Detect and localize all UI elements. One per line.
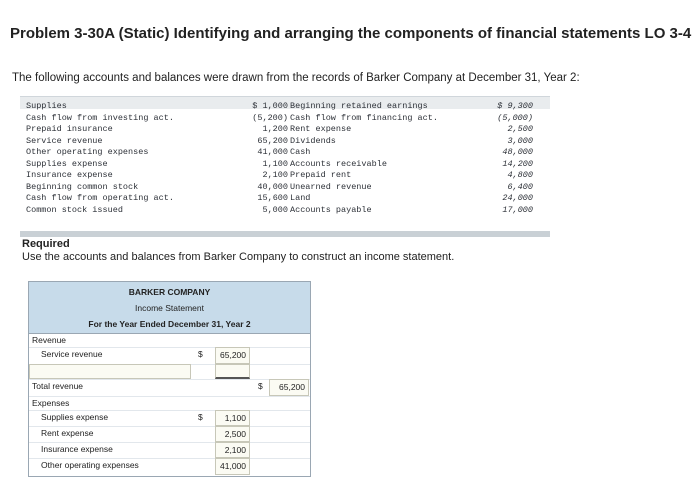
account-name: Prepaid rent <box>290 170 352 180</box>
account-value: 2,100 <box>262 170 288 180</box>
revenue-heading-row <box>29 333 310 348</box>
account-name: Cash <box>290 147 311 157</box>
required-text: Use the accounts and balances from Barker Company to construct an income statement. <box>22 251 455 263</box>
account-name: Insurance expense <box>26 170 113 180</box>
problem-title: Problem 3-30A (Static) Identifying and arranging the components of financial statements LO 3-4 <box>10 25 692 42</box>
account-value: 1,100 <box>262 158 288 169</box>
accounts-right-names <box>290 101 438 216</box>
account-value: 48,000 <box>502 147 533 157</box>
total-revenue-value: 65,200 <box>279 382 305 392</box>
service-revenue-row <box>29 347 310 365</box>
statement-period: For the Year Ended December 31, Year 2 <box>88 319 251 329</box>
account-name: Cash flow from financing act. <box>290 112 438 123</box>
rent-expense-value: 2,500 <box>224 429 246 439</box>
expenses-label: Expenses <box>32 398 70 408</box>
other-operating-value: 41,000 <box>220 461 246 471</box>
account-name: Cash flow from investing act. <box>26 112 174 123</box>
account-value: 2,500 <box>507 124 533 134</box>
insurance-expense-input[interactable] <box>215 442 250 458</box>
supplies-expense-label: Supplies expense <box>41 412 109 422</box>
account-name: Service revenue <box>26 135 103 146</box>
total-revenue-input[interactable] <box>269 379 309 396</box>
other-operating-row <box>29 458 310 475</box>
account-name: Unearned revenue <box>290 181 372 192</box>
account-name: Common stock issued <box>26 204 123 215</box>
account-value: 41,000 <box>257 147 288 157</box>
account-value: 40,000 <box>257 181 288 192</box>
account-name: Rent expense <box>290 124 352 134</box>
service-revenue-dollar: $ <box>198 349 203 359</box>
service-revenue-label: Service revenue <box>41 349 103 359</box>
rent-expense-label: Rent expense <box>41 428 94 438</box>
service-revenue-input[interactable] <box>215 347 250 364</box>
insurance-expense-label: Insurance expense <box>41 444 113 454</box>
account-value: $ 9,300 <box>497 101 533 111</box>
supplies-expense-row <box>29 410 310 427</box>
supplies-expense-input[interactable] <box>215 410 250 426</box>
insurance-expense-row <box>29 442 310 459</box>
expenses-heading-row <box>29 396 310 411</box>
blank-label-input[interactable] <box>29 364 191 379</box>
account-value: 15,600 <box>257 193 288 203</box>
company-name: BARKER COMPANY <box>128 287 211 297</box>
account-value: 4,800 <box>507 170 533 180</box>
other-operating-input[interactable] <box>215 458 250 475</box>
account-name: Supplies <box>26 101 67 111</box>
revenue-label: Revenue <box>32 335 67 345</box>
account-name: Supplies expense <box>26 158 108 169</box>
account-value: 17,000 <box>502 204 533 215</box>
account-value: 65,200 <box>257 135 288 146</box>
insurance-expense-value: 2,100 <box>224 445 246 455</box>
account-value: 3,000 <box>507 135 533 146</box>
account-value: (5,000) <box>497 112 533 123</box>
accounts-table <box>20 96 550 237</box>
account-value: 14,200 <box>502 158 533 169</box>
account-name: Dividends <box>290 135 336 146</box>
account-value: 6,400 <box>507 181 533 192</box>
required-section <box>22 238 454 263</box>
total-revenue-dollar: $ <box>258 381 263 391</box>
rent-expense-input[interactable] <box>215 426 250 442</box>
accounts-left-values <box>228 101 288 216</box>
account-value: 1,200 <box>262 124 288 134</box>
account-value: (5,200) <box>252 112 288 123</box>
account-name: Accounts receivable <box>290 158 387 169</box>
supplies-expense-value: 1,100 <box>224 413 246 423</box>
service-revenue-value: 65,200 <box>220 350 246 360</box>
account-value: 24,000 <box>502 193 533 203</box>
account-name: Prepaid insurance <box>26 124 113 134</box>
supplies-expense-dollar: $ <box>198 412 203 422</box>
accounts-left-names <box>26 101 174 216</box>
other-operating-label: Other operating expenses <box>41 460 139 470</box>
account-name: Cash flow from operating act. <box>26 193 174 203</box>
account-value: $ 1,000 <box>252 101 288 111</box>
account-name: Accounts payable <box>290 204 372 215</box>
account-name: Beginning retained earnings <box>290 101 428 111</box>
blank-amount-input[interactable] <box>215 364 250 379</box>
account-name: Beginning common stock <box>26 181 139 192</box>
accounts-right-values <box>475 101 533 216</box>
rent-expense-row <box>29 426 310 443</box>
account-name: Other operating expenses <box>26 147 149 157</box>
total-revenue-row <box>29 379 310 397</box>
account-name: Land <box>290 193 311 203</box>
required-title: Required <box>22 238 70 250</box>
income-statement <box>28 281 311 477</box>
statement-header <box>29 282 310 334</box>
blank-row <box>29 364 310 380</box>
total-revenue-label: Total revenue <box>32 381 84 391</box>
statement-name: Income Statement <box>135 303 204 313</box>
intro-text: The following accounts and balances were drawn from the records of Barker Company at December 31, Year 2: <box>12 72 580 84</box>
account-value: 5,000 <box>262 204 288 215</box>
